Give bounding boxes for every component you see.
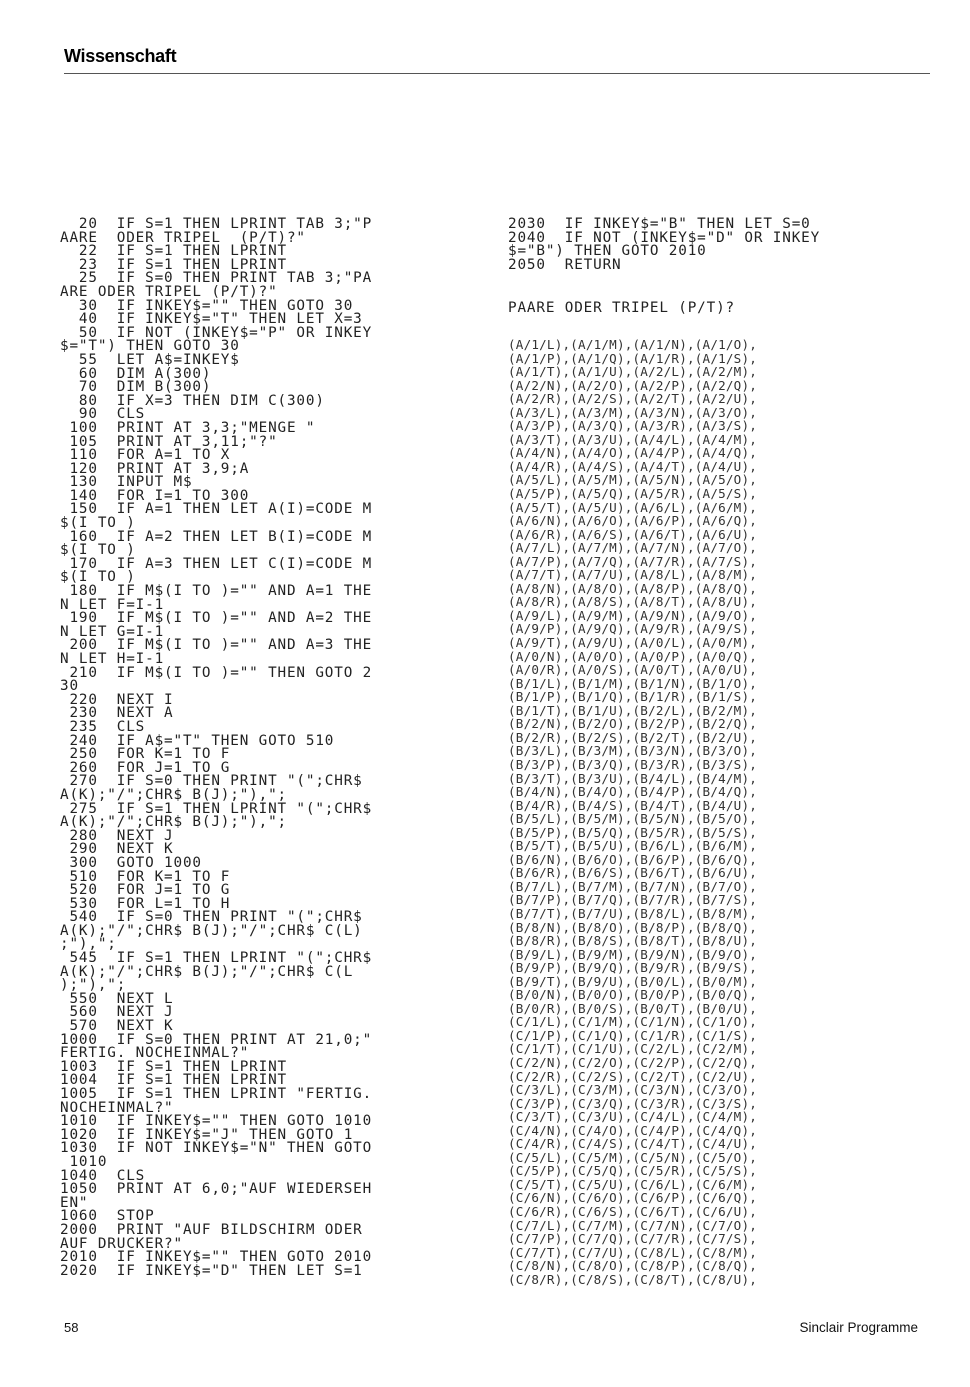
code-line: 120 PRINT AT 3,9;A: [60, 460, 250, 477]
code-line: N LET F=I-1: [60, 596, 165, 613]
output-row: (A/7/P),(A/7/Q),(A/7/R),(A/7/S),: [508, 553, 758, 569]
output-row: (C/7/L),(C/7/M),(C/7/N),(C/7/O),: [508, 1217, 758, 1233]
code-line: 560 NEXT J: [60, 1004, 174, 1021]
output-row: (A/7/L),(A/7/M),(A/7/N),(A/7/O),: [508, 540, 758, 556]
code-line: 290 NEXT K: [60, 841, 174, 858]
code-line: NOCHEINMAL?": [60, 1099, 174, 1116]
code-line: 160 IF A=2 THEN LET B(I)=CODE M: [60, 528, 373, 545]
code-line: 40 IF INKEY$="T" THEN LET X=3: [60, 311, 363, 328]
output-row: (B/2/R),(B/2/S),(B/2/T),(B/2/U),: [508, 729, 758, 745]
output-row: (C/6/R),(C/6/S),(C/6/T),(C/6/U),: [508, 1204, 758, 1219]
output-row: (A/1/T),(A/1/U),(A/2/L),(A/2/M),: [508, 364, 758, 380]
code-line: 520 FOR J=1 TO G: [60, 882, 231, 899]
output-row: (A/3/P),(A/3/Q),(A/3/R),(A/3/S),: [508, 418, 758, 434]
code-line: 1003 IF S=1 THEN LPRINT: [60, 1058, 287, 1075]
output-row: (B/1/L),(B/1/M),(B/1/N),(B/1/O),: [508, 675, 758, 691]
output-row: (C/3/L),(C/3/M),(C/3/N),(C/3/O),: [508, 1082, 758, 1098]
output-row: (B/3/L),(B/3/M),(B/3/N),(B/3/O),: [508, 743, 758, 759]
code-line: $="T") THEN GOTO 30: [60, 338, 240, 355]
output-row: (A/6/R),(A/6/S),(A/6/T),(A/6/U),: [508, 526, 758, 542]
code-line: 275 IF S=1 THEN LPRINT "(";CHR$: [60, 800, 373, 817]
code-line: $(I TO ): [60, 515, 136, 532]
code-line: 140 FOR I=1 TO 300: [60, 487, 250, 504]
section-title: Wissenschaft: [64, 46, 177, 66]
code-line: N LET H=I-1: [60, 651, 165, 667]
output-row: (C/5/T),(C/5/U),(C/6/L),(C/6/M),: [508, 1176, 758, 1192]
code-line: );"),";: [60, 977, 127, 994]
code-line: ARE ODER TRIPEL (P/T)?": [60, 283, 278, 300]
code-line: 1010 IF INKEY$="" THEN GOTO 1010: [60, 1113, 373, 1130]
output-row: (A/1/P),(A/1/Q),(A/1/R),(A/1/S),: [508, 350, 758, 366]
output-row: (A/8/N),(A/8/O),(A/8/P),(A/8/Q),: [508, 580, 758, 596]
output-row: (B/1/P),(B/1/Q),(B/1/R),(B/1/S),: [508, 689, 758, 705]
output-row: (B/9/P),(B/9/Q),(B/9/R),(B/9/S),: [508, 960, 758, 976]
output-row: (A/4/N),(A/4/O),(A/4/P),(A/4/Q),: [508, 445, 758, 461]
output-row: (A/9/P),(A/9/Q),(A/9/R),(A/9/S),: [508, 621, 758, 637]
code-line: AARE ODER TRIPEL (P/T)?": [60, 229, 306, 246]
code-line: 70 DIM B(300): [60, 379, 212, 396]
output-row: (A/5/T),(A/5/U),(A/6/L),(A/6/M),: [508, 499, 758, 515]
output-row: (A/5/P),(A/5/Q),(A/5/R),(A/5/S),: [508, 486, 758, 502]
output-row: (A/3/L),(A/3/M),(A/3/N),(A/3/O),: [508, 404, 758, 420]
output-row: (B/7/L),(B/7/M),(B/7/N),(B/7/O),: [508, 878, 758, 894]
code-line: 270 IF S=0 THEN PRINT "(";CHR$: [60, 773, 363, 790]
code-line: 80 IF X=3 THEN DIM C(300): [60, 392, 325, 409]
code-line: 110 FOR A=1 TO X: [60, 447, 231, 464]
code-line: $(I TO ): [60, 569, 136, 586]
output-row: (A/3/T),(A/3/U),(A/4/L),(A/4/M),: [508, 431, 758, 447]
code-line: 1060 STOP: [60, 1208, 155, 1225]
output-row: (B/8/N),(B/8/O),(B/8/P),(B/8/Q),: [508, 919, 758, 935]
output-row: (B/5/T),(B/5/U),(B/6/L),(B/6/M),: [508, 838, 758, 854]
output-row: (B/4/N),(B/4/O),(B/4/P),(B/4/Q),: [508, 784, 758, 800]
code-line: 23 IF S=1 THEN LPRINT: [60, 256, 287, 273]
code-line: 2030 IF INKEY$="B" THEN LET S=0: [508, 216, 811, 232]
output-row: (C/1/L),(C/1/M),(C/1/N),(C/1/O),: [508, 1014, 758, 1030]
code-line: A(K);"/";CHR$ B(J);"),";: [60, 814, 287, 831]
code-line: 2040 IF NOT (INKEY$="D" OR INKEY: [508, 229, 821, 246]
code-line: 2020 IF INKEY$="D" THEN LET S=1: [60, 1262, 363, 1279]
code-line: 1005 IF S=1 THEN LPRINT "FERTIG.: [60, 1086, 373, 1102]
output-row: (A/0/R),(A/0/S),(A/0/T),(A/0/U),: [508, 662, 758, 678]
code-line: A(K);"/";CHR$ B(J);"),";: [60, 786, 287, 803]
output-row: (B/7/T),(B/7/U),(B/8/L),(B/8/M),: [508, 905, 758, 921]
output-row: (B/9/L),(B/9/M),(B/9/N),(B/9/O),: [508, 946, 758, 962]
output-row: (C/1/P),(C/1/Q),(C/1/R),(C/1/S),: [508, 1027, 758, 1043]
code-line: 1000 IF S=0 THEN PRINT AT 21,0;": [60, 1031, 373, 1048]
code-line: 105 PRINT AT 3,11;"?": [60, 433, 278, 450]
code-line: 200 IF M$(I TO )="" AND A=3 THE: [60, 637, 373, 654]
code-line: 530 FOR L=1 TO H: [60, 895, 231, 912]
output-row: (C/3/P),(C/3/Q),(C/3/R),(C/3/S),: [508, 1095, 758, 1111]
output-row: (C/4/N),(C/4/O),(C/4/P),(C/4/Q),: [508, 1122, 758, 1138]
code-line: FERTIG. NOCHEINMAL?": [60, 1045, 250, 1062]
code-line: $="B") THEN GOTO 2010: [508, 243, 707, 260]
code-line: EN": [60, 1194, 89, 1211]
code-line: 240 IF A$="T" THEN GOTO 510: [60, 732, 335, 749]
code-line: AUF DRUCKER?": [60, 1235, 183, 1252]
code-line: 545 IF S=1 THEN LPRINT "(";CHR$: [60, 950, 373, 967]
code-line: 250 FOR K=1 TO F: [60, 746, 231, 763]
output-row: (B/8/R),(B/8/S),(B/8/T),(B/8/U),: [508, 933, 758, 949]
output-row: (C/8/N),(C/8/O),(C/8/P),(C/8/Q),: [508, 1258, 758, 1274]
code-line: 2050 RETURN: [508, 256, 622, 273]
code-line: 210 IF M$(I TO )="" THEN GOTO 2: [60, 664, 373, 681]
basic-listing-right: [508, 218, 938, 272]
output-row: (A/5/L),(A/5/M),(A/5/N),(A/5/O),: [508, 472, 758, 488]
code-line: 2010 IF INKEY$="" THEN GOTO 2010: [60, 1249, 373, 1266]
header-rule: [64, 73, 930, 74]
output-row: (B/9/T),(B/9/U),(B/0/L),(B/0/M),: [508, 973, 758, 989]
publication-name: Sinclair Programme: [799, 1320, 918, 1335]
output-row: (B/0/N),(B/0/O),(B/0/P),(B/0/Q),: [508, 987, 758, 1003]
code-line: $(I TO ): [60, 542, 136, 559]
code-line: A(K);"/";CHR$ B(J);"/";CHR$ C(L): [60, 922, 363, 939]
code-line: 90 CLS: [60, 406, 146, 423]
output-row: (C/1/T),(C/1/U),(C/2/L),(C/2/M),: [508, 1041, 758, 1057]
output-row: (B/2/N),(B/2/O),(B/2/P),(B/2/Q),: [508, 716, 758, 732]
code-line: 60 DIM A(300): [60, 365, 212, 382]
code-line: 190 IF M$(I TO )="" AND A=2 THE: [60, 610, 373, 627]
output-row: (B/5/P),(B/5/Q),(B/5/R),(B/5/S),: [508, 824, 758, 840]
output-row: (B/6/R),(B/6/S),(B/6/T),(B/6/U),: [508, 865, 758, 881]
code-line: 540 IF S=0 THEN PRINT "(";CHR$: [60, 909, 363, 926]
output-row: (C/7/T),(C/7/U),(C/8/L),(C/8/M),: [508, 1244, 758, 1260]
output-row: (A/9/L),(A/9/M),(A/9/N),(A/9/O),: [508, 607, 758, 623]
output-row: (A/7/T),(A/7/U),(A/8/L),(A/8/M),: [508, 567, 758, 583]
output-row: (A/0/N),(A/0/O),(A/0/P),(A/0/Q),: [508, 648, 758, 664]
output-row: (C/5/P),(C/5/Q),(C/5/R),(C/5/S),: [508, 1163, 758, 1179]
code-line: 260 FOR J=1 TO G: [60, 759, 231, 776]
code-line: 170 IF A=3 THEN LET C(I)=CODE M: [60, 555, 373, 572]
output-row: (B/6/N),(B/6/O),(B/6/P),(B/6/Q),: [508, 851, 758, 867]
code-line: 230 NEXT A: [60, 705, 174, 722]
code-line: ;"),";: [60, 936, 117, 953]
output-row: (B/3/T),(B/3/U),(B/4/L),(B/4/M),: [508, 770, 758, 786]
output-row: (C/3/T),(C/3/U),(C/4/L),(C/4/M),: [508, 1109, 758, 1125]
output-row: (A/2/N),(A/2/O),(A/2/P),(A/2/Q),: [508, 377, 758, 393]
output-row: (A/4/R),(A/4/S),(A/4/T),(A/4/U),: [508, 458, 758, 474]
output-row: (B/0/R),(B/0/S),(B/0/T),(B/0/U),: [508, 1000, 758, 1016]
output-row: (C/7/P),(C/7/Q),(C/7/R),(C/7/S),: [508, 1231, 758, 1247]
code-line: 280 NEXT J: [60, 827, 174, 844]
output-row: (B/4/R),(B/4/S),(B/4/T),(B/4/U),: [508, 797, 758, 813]
output-row: (A/1/L),(A/1/M),(A/1/N),(A/1/O),: [508, 337, 758, 352]
output-row: (C/8/R),(C/8/S),(C/8/T),(C/8/U),: [508, 1271, 758, 1287]
code-line: 50 IF NOT (INKEY$="P" OR INKEY: [60, 324, 373, 341]
code-line: 30: [60, 678, 79, 695]
code-line: 20 IF S=1 THEN LPRINT TAB 3;"P: [60, 216, 373, 232]
output-row: (A/8/R),(A/8/S),(A/8/T),(A/8/U),: [508, 594, 758, 610]
code-line: 150 IF A=1 THEN LET A(I)=CODE M: [60, 501, 373, 518]
code-line: 1004 IF S=1 THEN LPRINT: [60, 1072, 287, 1089]
output-row: (A/6/N),(A/6/O),(A/6/P),(A/6/Q),: [508, 513, 758, 529]
code-line: 550 NEXT L: [60, 990, 174, 1007]
output-heading: PAARE ODER TRIPEL (P/T)?: [508, 300, 735, 316]
code-line: 100 PRINT AT 3,3;"MENGE ": [60, 419, 316, 436]
code-line: 2000 PRINT "AUF BILDSCHIRM ODER: [60, 1221, 363, 1238]
output-row: (C/4/R),(C/4/S),(C/4/T),(C/4/U),: [508, 1136, 758, 1152]
output-row: (B/7/P),(B/7/Q),(B/7/R),(B/7/S),: [508, 892, 758, 908]
output-row: (B/1/T),(B/1/U),(B/2/L),(B/2/M),: [508, 702, 758, 718]
code-line: N LET G=I-1: [60, 623, 165, 640]
code-line: 22 IF S=1 THEN LPRINT: [60, 243, 287, 260]
code-line: 30 IF INKEY$="" THEN GOTO 30: [60, 297, 354, 314]
output-row: (C/5/L),(C/5/M),(C/5/N),(C/5/O),: [508, 1149, 758, 1165]
code-line: 180 IF M$(I TO )="" AND A=1 THE: [60, 583, 373, 600]
output-combinations: [508, 338, 757, 1286]
code-line: 1050 PRINT AT 6,0;"AUF WIEDERSEH: [60, 1181, 373, 1198]
basic-listing-left: [60, 218, 490, 1278]
code-line: 1020 IF INKEY$="J" THEN GOTO 1: [60, 1126, 354, 1143]
code-line: 300 GOTO 1000: [60, 854, 202, 871]
page-number: 58: [64, 1320, 79, 1335]
output-row: (B/3/P),(B/3/Q),(B/3/R),(B/3/S),: [508, 756, 758, 772]
code-line: 130 INPUT M$: [60, 474, 193, 491]
code-line: A(K);"/";CHR$ B(J);"/";CHR$ C(L: [60, 963, 354, 980]
code-line: 1030 IF NOT INKEY$="N" THEN GOTO: [60, 1140, 373, 1157]
code-line: 570 NEXT K: [60, 1018, 174, 1035]
output-row: (B/5/L),(B/5/M),(B/5/N),(B/5/O),: [508, 811, 758, 827]
code-line: 25 IF S=0 THEN PRINT TAB 3;"PA: [60, 270, 373, 287]
code-line: 1040 CLS: [60, 1167, 146, 1184]
output-row: (C/6/N),(C/6/O),(C/6/P),(C/6/Q),: [508, 1190, 758, 1206]
output-row: (A/2/R),(A/2/S),(A/2/T),(A/2/U),: [508, 391, 758, 407]
code-line: 1010: [60, 1153, 108, 1170]
code-line: 220 NEXT I: [60, 691, 174, 708]
output-row: (C/2/N),(C/2/O),(C/2/P),(C/2/Q),: [508, 1054, 758, 1070]
output-row: (A/9/T),(A/9/U),(A/0/L),(A/0/M),: [508, 635, 758, 651]
code-line: 235 CLS: [60, 718, 146, 735]
code-line: 55 LET A$=INKEY$: [60, 351, 240, 368]
code-line: 510 FOR K=1 TO F: [60, 868, 231, 885]
output-row: (C/2/R),(C/2/S),(C/2/T),(C/2/U),: [508, 1068, 758, 1084]
